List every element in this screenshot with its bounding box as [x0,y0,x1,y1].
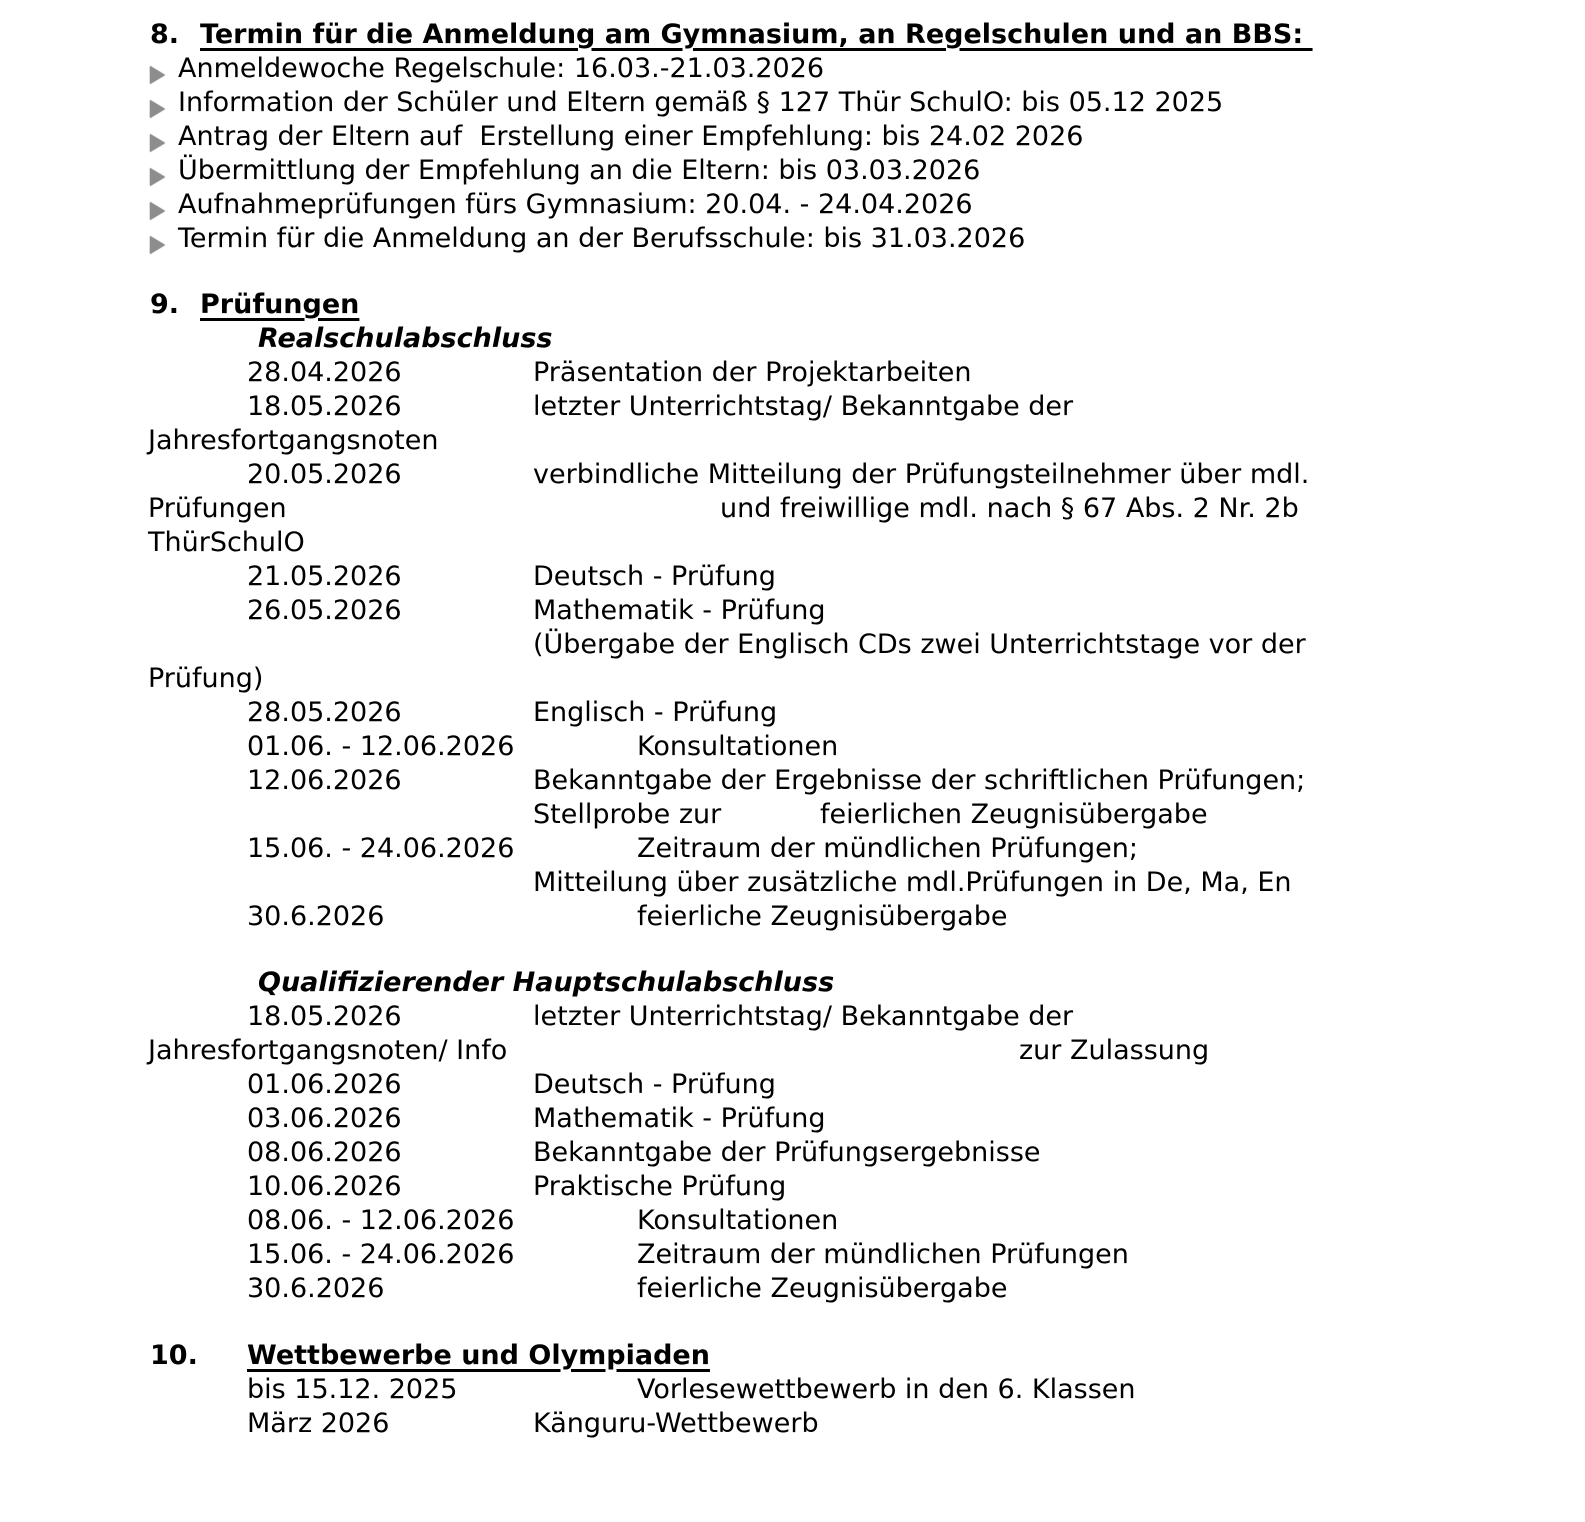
table-row [0,1170,1585,1204]
list-item [0,52,1585,86]
list-item [0,154,1585,188]
event-cell: Känguru-Wettbewerb [533,1408,819,1439]
subheading-text: Qualifizierender Hauptschulabschluss [258,967,835,998]
table-row [0,866,1585,900]
list-item [0,222,1585,256]
date-cell: 30.6.2026 [247,901,385,932]
continuation-text: ThürSchulO [148,527,305,558]
deadline-text: Aufnahmeprüfungen fürs Gymnasium: 20.04. - 24.04.2026 [178,189,973,220]
event-cell: zur Zulassung [1019,1035,1210,1066]
date-cell: 28.04.2026 [247,357,402,388]
table-row [0,798,1585,832]
table-row [0,628,1585,662]
date-cell: 12.06.2026 [247,765,402,796]
date-cell: 01.06. - 12.06.2026 [247,731,515,762]
table-row [0,1272,1585,1306]
section10-number: 10. [150,1340,198,1371]
date-cell: März 2026 [247,1408,390,1439]
deadline-text: Übermittlung der Empfehlung an die Eltern: bis 03.03.2026 [178,155,981,186]
event-cell: (Übergabe der Englisch CDs zwei Unterrichtstage vor der [533,629,1306,660]
date-cell: 03.06.2026 [247,1103,402,1134]
table-row [0,1034,1585,1068]
triangle-right-icon [150,229,165,262]
event-cell: Praktische Prüfung [533,1171,787,1202]
continuation-text: Jahresfortgangsnoten [148,425,439,456]
event-cell: Deutsch - Prüfung [533,1069,776,1100]
date-cell: 30.6.2026 [247,1273,385,1304]
section8-number: 8. [150,19,180,50]
event-cell: Vorlesewettbewerb in den 6. Klassen [637,1374,1136,1405]
continuation-text: Prüfung) [148,663,264,694]
event-cell: Deutsch - Prüfung [533,561,776,592]
table-row [0,1373,1585,1407]
event-cell: feierlichen Zeugnisübergabe [820,799,1208,830]
continuation-text: Jahresfortgangsnoten/ Info [148,1035,508,1066]
event-cell: Bekanntgabe der Prüfungsergebnisse [533,1137,1041,1168]
section10-title: Wettbewerbe und Olympiaden [247,1340,710,1371]
date-cell: 21.05.2026 [247,561,402,592]
subheading-text: Realschulabschluss [258,323,553,354]
list-item [0,120,1585,154]
date-cell: 10.06.2026 [247,1171,402,1202]
table-row [0,390,1585,424]
deadline-text: Information der Schüler und Eltern gemäß § 127 Thür SchulO: bis 05.12 2025 [178,87,1224,118]
section8-heading [0,18,1585,52]
table-row [0,662,1585,696]
deadline-text: Antrag der Eltern auf Erstellung einer Empfehlung: bis 24.02 2026 [178,121,1084,152]
date-cell: bis 15.12. 2025 [247,1374,458,1405]
table-row [0,900,1585,934]
table-row [0,696,1585,730]
realschulabschluss-subheading [0,322,1585,356]
section9-title: Prüfungen [200,289,360,320]
hauptschulabschluss-subheading [0,966,1585,1000]
table-row [0,1102,1585,1136]
table-row [0,526,1585,560]
event-cell: feierliche Zeugnisübergabe [637,901,1008,932]
date-cell: 28.05.2026 [247,697,402,728]
event-cell: Präsentation der Projektarbeiten [533,357,972,388]
table-row [0,1000,1585,1034]
date-cell: 08.06.2026 [247,1137,402,1168]
event-cell: Stellprobe zur [533,799,722,830]
event-cell: Zeitraum der mündlichen Prüfungen [637,1239,1129,1270]
date-cell: 08.06. - 12.06.2026 [247,1205,515,1236]
event-cell: feierliche Zeugnisübergabe [637,1273,1008,1304]
date-cell: 18.05.2026 [247,1001,402,1032]
table-row [0,1136,1585,1170]
event-cell: Konsultationen [637,1205,839,1236]
table-row [0,1204,1585,1238]
table-row [0,1407,1585,1441]
list-item [0,188,1585,222]
date-cell: 15.06. - 24.06.2026 [247,1239,515,1270]
event-cell: Mathematik - Prüfung [533,595,826,626]
deadline-text: Termin für die Anmeldung an der Berufsschule: bis 31.03.2026 [178,223,1026,254]
event-cell: Bekanntgabe der Ergebnisse der schriftlichen Prüfungen; [533,765,1306,796]
event-cell: Zeitraum der mündlichen Prüfungen; [637,833,1138,864]
table-row [0,764,1585,798]
table-row [0,1238,1585,1272]
table-row [0,594,1585,628]
event-cell: letzter Unterrichtstag/ Bekanntgabe der [533,391,1074,422]
event-cell: Englisch - Prüfung [533,697,778,728]
table-row [0,356,1585,390]
event-cell: Mitteilung über zusätzliche mdl.Prüfungen in De, Ma, En [533,867,1292,898]
deadline-text: Anmeldewoche Regelschule: 16.03.-21.03.2026 [178,53,825,84]
table-row [0,560,1585,594]
event-cell: letzter Unterrichtstag/ Bekanntgabe der [533,1001,1074,1032]
date-cell: 20.05.2026 [247,459,402,490]
date-cell: 26.05.2026 [247,595,402,626]
table-row [0,424,1585,458]
date-cell: 18.05.2026 [247,391,402,422]
table-row [0,730,1585,764]
section9-number: 9. [150,289,180,320]
event-cell: und freiwillige mdl. nach § 67 Abs. 2 Nr. 2b [720,493,1299,524]
date-cell: 15.06. - 24.06.2026 [247,833,515,864]
list-item [0,86,1585,120]
section10-heading [0,1339,1585,1373]
event-cell: verbindliche Mitteilung der Prüfungsteilnehmer über mdl. [533,459,1310,490]
table-row [0,1068,1585,1102]
date-cell: 01.06.2026 [247,1069,402,1100]
table-row [0,458,1585,492]
section9-heading [0,288,1585,322]
table-row [0,832,1585,866]
event-cell: Konsultationen [637,731,839,762]
section8-title: Termin für die Anmeldung am Gymnasium, an Regelschulen und an BBS: [200,19,1313,50]
document-content [0,18,1585,1441]
continuation-text: Prüfungen [148,493,287,524]
event-cell: Mathematik - Prüfung [533,1103,826,1134]
table-row [0,492,1585,526]
